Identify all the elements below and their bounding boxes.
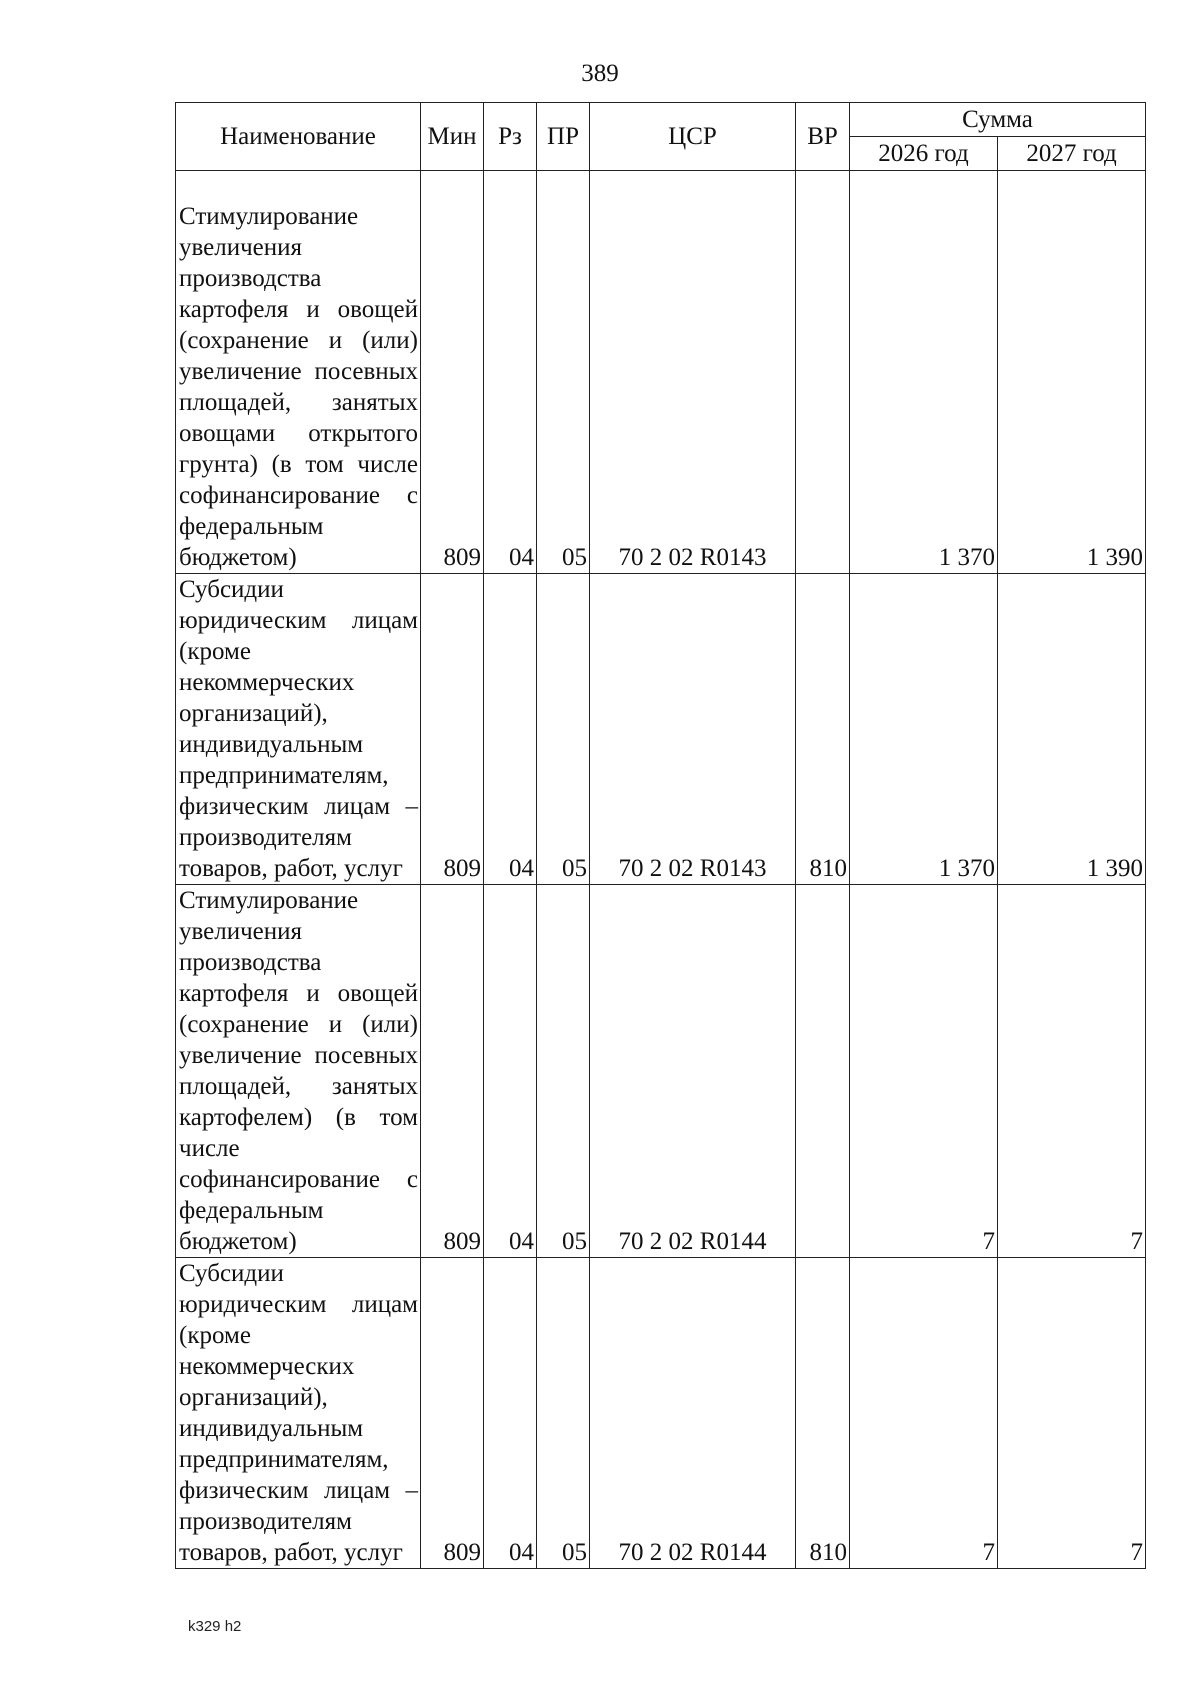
row-pr: 05 bbox=[537, 885, 590, 1258]
table-header bbox=[176, 103, 1146, 171]
row-name: Стимулирование увеличения производства картофеля и овощей (сохранение и (или) увеличение посевных площадей, занятых картофелем) (в том числе софинансирование с федеральным бюджетом) bbox=[176, 885, 421, 1258]
row-sum-2027: 7 bbox=[998, 1258, 1146, 1569]
header-rz: Рз bbox=[484, 103, 537, 171]
row-sum-2027: 1 390 bbox=[998, 574, 1146, 885]
budget-table bbox=[175, 102, 1146, 1569]
table-row bbox=[176, 171, 1146, 574]
row-rz: 04 bbox=[484, 171, 537, 574]
row-pr: 05 bbox=[537, 1258, 590, 1569]
header-year-2026: 2026 год bbox=[850, 137, 998, 171]
row-name: Субсидии юридическим лицам (кроме некоммерческих организаций), индивидуальным предпринимателям, физическим лицам – производителям товаров, работ, услуг bbox=[176, 574, 421, 885]
row-rz: 04 bbox=[484, 885, 537, 1258]
row-vr bbox=[796, 171, 850, 574]
row-sum-2026: 1 370 bbox=[850, 574, 998, 885]
row-sum-2026: 1 370 bbox=[850, 171, 998, 574]
footer-code: k329 h2 bbox=[188, 1618, 242, 1635]
header-sum: Сумма bbox=[850, 103, 1146, 137]
row-vr: 810 bbox=[796, 574, 850, 885]
row-name: Субсидии юридическим лицам (кроме некоммерческих организаций), индивидуальным предпринимателям, физическим лицам – производителям товаров, работ, услуг bbox=[176, 1258, 421, 1569]
header-name: Наименование bbox=[176, 103, 421, 171]
row-min: 809 bbox=[421, 171, 484, 574]
row-sum-2027: 1 390 bbox=[998, 171, 1146, 574]
row-pr: 05 bbox=[537, 171, 590, 574]
row-sum-2027: 7 bbox=[998, 885, 1146, 1258]
row-sum-2026: 7 bbox=[850, 1258, 998, 1569]
header-vr: ВР bbox=[796, 103, 850, 171]
header-pr: ПР bbox=[537, 103, 590, 171]
row-min: 809 bbox=[421, 574, 484, 885]
table-row bbox=[176, 1258, 1146, 1569]
row-rz: 04 bbox=[484, 574, 537, 885]
row-name: Стимулирование увеличения производства картофеля и овощей (сохранение и (или) увеличение посевных площадей, занятых овощами открытого грунта) (в том числе софинансирование с федеральным бюджетом) bbox=[176, 171, 421, 574]
row-vr bbox=[796, 885, 850, 1258]
row-sum-2026: 7 bbox=[850, 885, 998, 1258]
row-pr: 05 bbox=[537, 574, 590, 885]
row-csr: 70 2 02 R0143 bbox=[590, 171, 796, 574]
row-min: 809 bbox=[421, 1258, 484, 1569]
row-csr: 70 2 02 R0144 bbox=[590, 885, 796, 1258]
table-row bbox=[176, 574, 1146, 885]
page-number: 389 bbox=[581, 60, 619, 87]
row-csr: 70 2 02 R0143 bbox=[590, 574, 796, 885]
header-csr: ЦСР bbox=[590, 103, 796, 171]
header-year-2027: 2027 год bbox=[998, 137, 1146, 171]
row-rz: 04 bbox=[484, 1258, 537, 1569]
header-min: Мин bbox=[421, 103, 484, 171]
row-vr: 810 bbox=[796, 1258, 850, 1569]
table-row bbox=[176, 885, 1146, 1258]
row-csr: 70 2 02 R0144 bbox=[590, 1258, 796, 1569]
row-min: 809 bbox=[421, 885, 484, 1258]
